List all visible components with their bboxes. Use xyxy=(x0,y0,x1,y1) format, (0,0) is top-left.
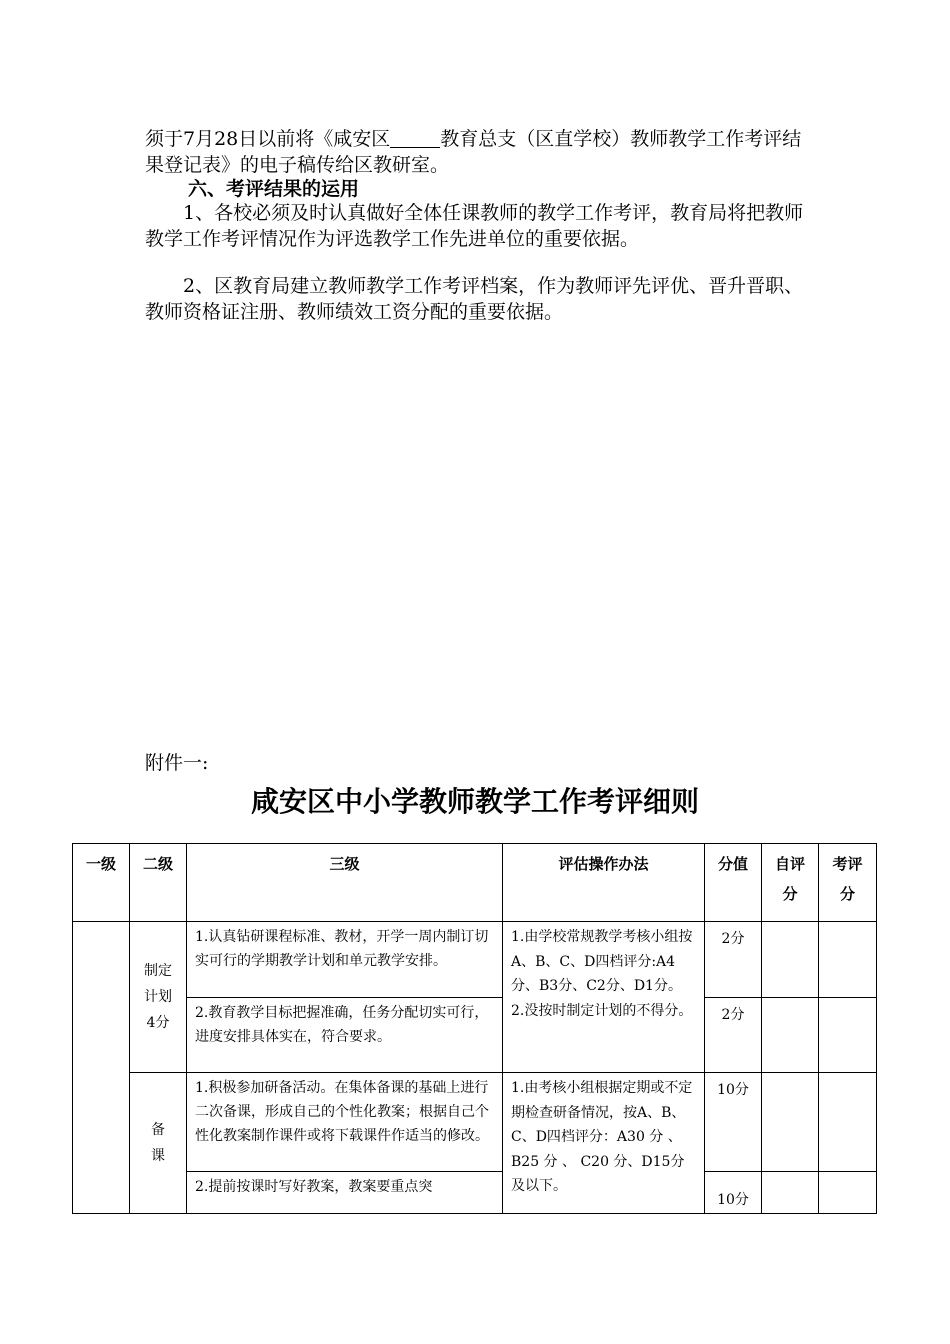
prep-sub-line2: 课 xyxy=(151,1148,165,1164)
table-row xyxy=(73,1172,877,1214)
table-row xyxy=(73,1073,877,1172)
header-level1: 一级 xyxy=(73,844,130,922)
header-eval-line2: 分 xyxy=(839,885,855,903)
plan-score-1: 2分 xyxy=(705,922,762,998)
plan-self-score-2 xyxy=(762,998,819,1073)
header-self-score xyxy=(762,844,819,922)
prep-self-score-2 xyxy=(762,1172,819,1214)
header-score: 分值 xyxy=(705,844,762,922)
plan-subcategory xyxy=(130,922,187,1073)
plan-sub-line1: 制定 xyxy=(144,963,172,979)
prep-item-2: 2.提前按课时写好教案，教案要重点突 xyxy=(187,1172,503,1214)
table-row xyxy=(73,922,877,998)
prep-eval-score-1 xyxy=(819,1073,877,1172)
header-eval-line1: 考评 xyxy=(832,855,863,873)
header-self-line2: 分 xyxy=(782,885,798,903)
table-header-row xyxy=(73,844,877,922)
blank-fill-line xyxy=(390,129,440,148)
header-method: 评估操作办法 xyxy=(503,844,705,922)
section-paragraph-2: 2、区教育局建立教师教学工作考评档案，作为教师评先评优、晋升晋职、教师资格证注册、教师绩效工资分配的重要依据。 xyxy=(145,275,804,323)
prep-eval-score-2 xyxy=(819,1172,877,1214)
prep-score-2: 10分 xyxy=(705,1172,762,1214)
plan-item-2: 2.教育教学目标把握准确，任务分配切实可行，进度安排具体实在，符合要求。 xyxy=(187,998,503,1073)
prep-score-1: 10分 xyxy=(705,1073,762,1172)
plan-sub-line3: 4分 xyxy=(146,1015,170,1031)
annex-label: 附件一: xyxy=(145,752,209,774)
plan-eval-score-2 xyxy=(819,998,877,1073)
plan-sub-line2: 计划 xyxy=(144,989,172,1005)
header-self-line1: 自评 xyxy=(774,855,805,873)
document-title: 咸安区中小学教师教学工作考评细则 xyxy=(250,785,699,818)
section-heading: 六、考评结果的运用 xyxy=(188,178,360,200)
prep-subcategory xyxy=(130,1073,187,1214)
intro-paragraph xyxy=(145,126,810,178)
table-row xyxy=(73,998,877,1073)
plan-score-2: 2分 xyxy=(705,998,762,1073)
level1-cell xyxy=(73,922,130,1214)
intro-text-end: 教育总支（区直学校）教师教学工作考评结果登记表》的电子稿传给区教研室。 xyxy=(145,128,802,176)
prep-sub-line1: 备 xyxy=(151,1122,165,1138)
plan-self-score-1 xyxy=(762,922,819,998)
evaluation-table xyxy=(72,843,877,1214)
plan-eval-score-1 xyxy=(819,922,877,998)
header-level2: 二级 xyxy=(130,844,187,922)
prep-item-1: 1.积极参加研备活动。在集体备课的基础上进行二次备课，形成自己的个性化教案；根据自己个性化教案制作课件或将下载课件作适当的修改。 xyxy=(187,1073,503,1172)
prep-method: 1.由考核小组根据定期或不定期检查研备情况，按A、B、C、D四档评分：A30 分 、 B25 分 、 C20 分、D15分及以下。 xyxy=(503,1073,705,1214)
header-level3: 三级 xyxy=(187,844,503,922)
plan-item-1: 1.认真钻研课程标准、教材，开学一周内制订切实可行的学期教学计划和单元教学安排。 xyxy=(187,922,503,998)
plan-method: 1.由学校常规教学考核小组按A、B、C、D四档评分:A4分、B3分、C2分、D1分。 2.没按时制定计划的不得分。 xyxy=(503,922,705,1073)
intro-text-start: 须于7月28日以前将《咸安区 xyxy=(145,128,391,150)
prep-self-score-1 xyxy=(762,1073,819,1172)
header-eval-score xyxy=(819,844,877,922)
section-paragraph-1: 1、各校必须及时认真做好全体任课教师的教学工作考评，教育局将把教师教学工作考评情况作为评选教学工作先进单位的重要依据。 xyxy=(145,202,804,250)
